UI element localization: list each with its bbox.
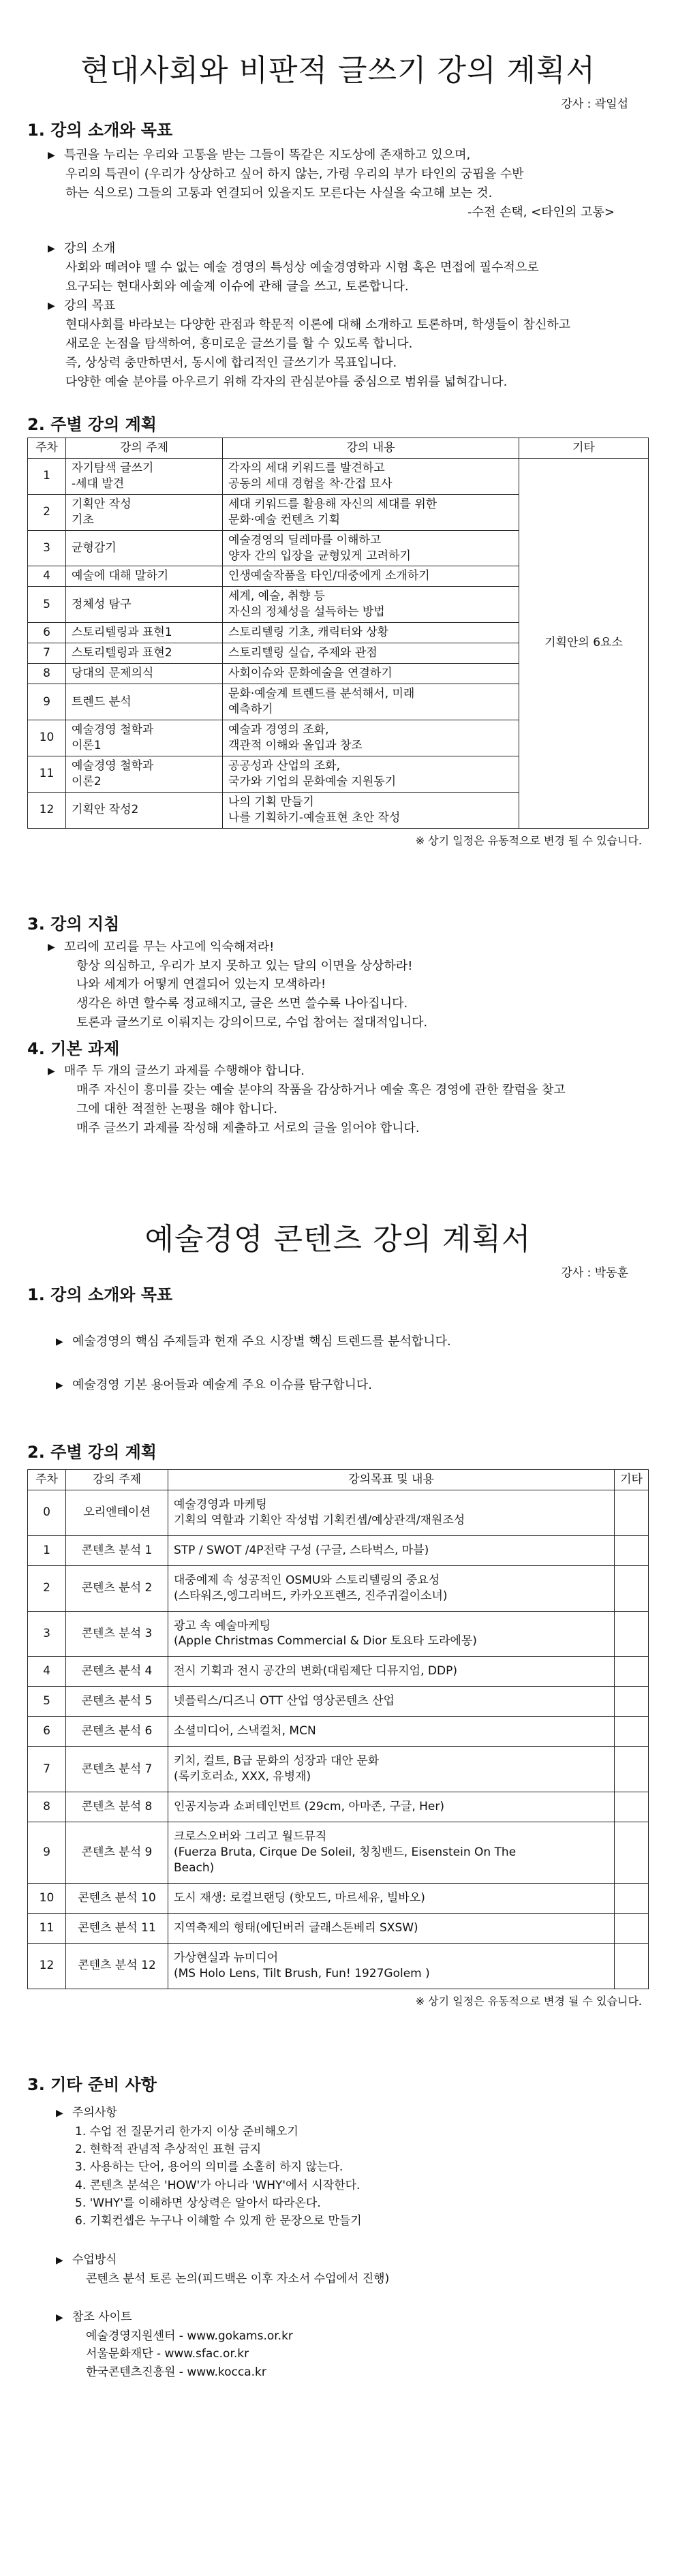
topic-cell: 기획안 작성 기초 <box>66 494 223 530</box>
doc1-lecturer: 강사 : 곽일섭 <box>561 97 628 112</box>
doc1-task-lead: 매주 두 개의 글쓰기 과제를 수행해야 합니다. <box>64 1064 305 1079</box>
week-cell: 8 <box>28 664 66 684</box>
extra-cell <box>615 1611 649 1657</box>
topic-cell: 콘텐츠 분석 12 <box>66 1943 168 1989</box>
topic-cell: 스토리텔링과 표현2 <box>66 643 223 664</box>
col-header-week: 주차 <box>28 1469 66 1490</box>
extra-cell <box>615 1822 649 1884</box>
doc1-quote-source: -수전 손택, <타인의 고통> <box>467 204 615 219</box>
doc2-method-label: 수업방식 <box>72 2252 117 2267</box>
content-cell: 넷플릭스/디즈니 OTT 산업 영상콘텐츠 산업 <box>168 1687 615 1717</box>
arrow-icon: ▶ <box>56 1379 63 1391</box>
ref-link[interactable]: 서울문화재단 - www.sfac.or.kr <box>86 2347 249 2361</box>
extra-cell <box>615 1943 649 1989</box>
content-cell: 각자의 세대 키워드를 발견하고 공동의 세대 경험을 착·간접 묘사 <box>223 458 519 494</box>
week-cell: 12 <box>28 1943 66 1989</box>
table-row <box>28 1822 649 1884</box>
extra-cell <box>615 1535 649 1565</box>
table-row <box>28 1747 649 1792</box>
week-cell: 8 <box>28 1792 66 1822</box>
col-header-week: 주차 <box>28 438 66 458</box>
doc1-task-line-0: 매주 자신이 흥미를 갖는 예술 분야의 작품을 감상하거나 예술 혹은 경영에 관한 칼럼을 찾고 <box>76 1083 566 1098</box>
week-cell: 4 <box>28 1657 66 1687</box>
topic-cell: 콘텐츠 분석 8 <box>66 1792 168 1822</box>
doc1-intro-line-0: 사회와 떼려야 뗄 수 없는 예술 경영의 특성상 예술경영학과 시험 혹은 면접에 필수적으로 <box>65 260 539 275</box>
doc1-title: 현대사회와 비판적 글쓰기 강의 계획서 <box>80 53 596 88</box>
doc1-task-line-1: 그에 대한 적절한 논평을 해야 합니다. <box>76 1102 278 1117</box>
arrow-icon: ▶ <box>56 2254 63 2266</box>
doc2-ref-label-row <box>56 2308 649 2327</box>
week-cell: 2 <box>28 1565 66 1611</box>
week-cell: 7 <box>28 643 66 664</box>
doc1-guide-line-3: 토론과 글쓰기로 이뤄지는 강의이므로, 수업 참여는 절대적입니다. <box>76 1015 428 1030</box>
topic-cell: 콘텐츠 분석 6 <box>66 1717 168 1747</box>
topic-cell: 예술경영 철학과 이론1 <box>66 720 223 756</box>
table-row <box>28 1943 649 1989</box>
topic-cell: 트렌드 분석 <box>66 684 223 720</box>
week-cell: 12 <box>28 792 66 828</box>
table-row <box>28 1717 649 1747</box>
content-cell: 나의 기획 만들기 나를 기획하기-예술표현 초안 작성 <box>223 792 519 828</box>
list-item: 5. 'WHY'를 이해하면 상상력은 알아서 따라온다. <box>75 2196 321 2210</box>
week-cell: 5 <box>28 1687 66 1717</box>
doc2-ref-label: 참조 사이트 <box>72 2310 132 2324</box>
content-cell: 예술과 경영의 조화, 객관적 이해와 올입과 창조 <box>223 720 519 756</box>
week-cell: 4 <box>28 566 66 587</box>
arrow-icon: ▶ <box>56 2107 63 2119</box>
list-item: 2. 현학적 관념적 추상적인 표현 금지 <box>75 2142 262 2156</box>
doc2-method-text: 콘텐츠 분석 토론 논의(피드백은 이후 자소서 수업에서 진행) <box>86 2271 390 2286</box>
week-cell: 3 <box>28 1611 66 1657</box>
week-cell: 11 <box>28 1913 66 1943</box>
week-cell: 11 <box>28 756 66 792</box>
week-cell: 5 <box>28 587 66 623</box>
table-row <box>28 1611 649 1657</box>
table-row <box>28 1792 649 1822</box>
arrow-icon: ▶ <box>56 2312 63 2323</box>
week-cell: 6 <box>28 623 66 643</box>
week-cell: 7 <box>28 1747 66 1792</box>
arrow-icon: ▶ <box>48 243 55 255</box>
content-cell: STP / SWOT /4P전략 구성 (구글, 스타벅스, 마블) <box>168 1535 615 1565</box>
arrow-icon: ▶ <box>56 1336 63 1347</box>
topic-cell: 오리엔테이션 <box>66 1490 168 1535</box>
content-cell: 인생예술작품을 타인/대중에게 소개하기 <box>223 566 519 587</box>
topic-cell: 당대의 문제의식 <box>66 664 223 684</box>
doc1-goal-line-2: 즉, 상상력 충만하면서, 동시에 합리적인 글쓰기가 목표입니다. <box>65 355 397 370</box>
doc1-schedule-note: ※ 상기 일정은 유동적으로 변경 될 수 있습니다. <box>415 833 642 847</box>
week-cell: 9 <box>28 1822 66 1884</box>
doc2-schedule-table <box>27 1469 649 1989</box>
doc2-lecturer: 강사 : 박동훈 <box>561 1266 628 1281</box>
extra-cell <box>615 1565 649 1611</box>
content-cell: 공공성과 산업의 조화, 국가와 기업의 문화예술 지원동기 <box>223 756 519 792</box>
content-cell: 인공지능과 쇼퍼테인먼트 (29cm, 아마존, 구글, Her) <box>168 1792 615 1822</box>
topic-cell: 자기탐색 글쓰기 -세대 발견 <box>66 458 223 494</box>
col-header-extra: 기타 <box>519 438 649 458</box>
doc2-title: 예술경영 콘텐츠 강의 계획서 <box>144 1222 532 1257</box>
doc1-section-3-heading: 3. 강의 지침 <box>27 915 120 934</box>
doc2-schedule-note: ※ 상기 일정은 유동적으로 변경 될 수 있습니다. <box>415 1994 642 2008</box>
week-cell: 6 <box>28 1717 66 1747</box>
topic-cell: 콘텐츠 분석 3 <box>66 1611 168 1657</box>
topic-cell: 예술에 대해 말하기 <box>66 566 223 587</box>
content-cell: 예술경영과 마케팅 기획의 역할과 기획안 작성법 기획컨셉/예상관객/재원조성 <box>168 1490 615 1535</box>
extra-cell: 기획안의 6요소 <box>519 458 649 828</box>
list-item: 6. 기획컨셉은 누구나 이해할 수 있게 한 문장으로 만들기 <box>75 2214 362 2228</box>
doc2-section-1-heading: 1. 강의 소개와 목표 <box>27 1285 173 1304</box>
doc2-method-label-row <box>56 2251 649 2270</box>
topic-cell: 균형감기 <box>66 530 223 566</box>
doc1-section-4-heading: 4. 기본 과제 <box>27 1039 120 1059</box>
topic-cell: 콘텐츠 분석 5 <box>66 1687 168 1717</box>
doc1-quote-line-0: 특권을 누리는 우리와 고통을 받는 그들이 똑같은 지도상에 존재하고 있으며, <box>64 147 471 162</box>
content-cell: 도시 재생: 로컬브랜딩 (핫모드, 마르세유, 빌바오) <box>168 1883 615 1913</box>
extra-cell <box>615 1687 649 1717</box>
topic-cell: 콘텐츠 분석 4 <box>66 1657 168 1687</box>
topic-cell: 예술경영 철학과 이론2 <box>66 756 223 792</box>
table-row <box>28 1883 649 1913</box>
arrow-icon: ▶ <box>48 1066 55 1077</box>
doc1-guide-lead-row <box>48 938 649 957</box>
doc1-guide-line-1: 나와 세계가 어떻게 연결되어 있는지 모색하라! <box>76 977 326 992</box>
extra-cell <box>615 1490 649 1535</box>
col-header-topic: 강의 주제 <box>66 438 223 458</box>
doc1-task-lead-row <box>48 1062 649 1081</box>
doc1-quote-line-1: 우리의 특권이 (우리가 상상하고 싶어 하지 않는, 가령 우리의 부가 타인의 궁핍을 수반 <box>65 166 524 181</box>
list-item: 3. 사용하는 단어, 용어의 의미를 소홀히 하지 않는다. <box>75 2160 343 2175</box>
ref-link[interactable]: 한국콘텐츠진흥원 - www.kocca.kr <box>86 2365 266 2379</box>
extra-cell <box>615 1717 649 1747</box>
doc2-section-2-heading: 2. 주별 강의 계획 <box>27 1442 157 1462</box>
doc1-guide-lead: 꼬리에 꼬리를 무는 사고에 익숙해져라! <box>64 939 275 954</box>
doc1-guide-line-0: 항상 의심하고, 우리가 보지 못하고 있는 달의 이면을 상상하라! <box>76 958 413 973</box>
col-header-content: 강의목표 및 내용 <box>168 1469 615 1490</box>
content-cell: 광고 속 예술마케팅 (Apple Christmas Commercial & Dior 토요타 도라에몽) <box>168 1611 615 1657</box>
doc1-goal-line-0: 현대사회를 바라보는 다양한 관점과 학문적 이론에 대해 소개하고 토론하며, 학생들이 참신하고 <box>65 318 571 333</box>
doc1-intro-line-1: 요구되는 현대사회와 예술계 이슈에 관해 글을 쓰고, 토론합니다. <box>65 279 409 294</box>
doc2-intro-item-1: 예술경영 기본 용어들과 예술계 주요 이슈를 탐구합니다. <box>72 1377 372 1392</box>
doc2-caution-list <box>75 2123 649 2230</box>
doc2-intro-item-0: 예술경영의 핵심 주제들과 현재 주요 시장별 핵심 트렌드를 분석합니다. <box>72 1334 451 1349</box>
topic-cell: 콘텐츠 분석 10 <box>66 1883 168 1913</box>
doc1-schedule-table <box>27 438 649 829</box>
content-cell: 키치, 컬트, B급 문화의 성장과 대안 문화 (록키호러쇼, XXX, 유병재) <box>168 1747 615 1792</box>
content-cell: 세계, 예술, 취향 등 자신의 정체성을 설득하는 방법 <box>223 587 519 623</box>
doc1-goal-line-1: 새로운 논점을 탐색하여, 흥미로운 글쓰기를 할 수 있도록 합니다. <box>65 337 413 352</box>
table-row <box>28 1565 649 1611</box>
doc1-intro-label: 강의 소개 <box>64 241 116 256</box>
table-header-row <box>28 1469 649 1490</box>
doc1-section-2-heading: 2. 주별 강의 계획 <box>27 414 157 434</box>
table-row <box>28 1913 649 1943</box>
list-item: 1. 수업 전 질문거리 한가지 이상 준비해오기 <box>75 2124 298 2138</box>
doc2-section-3-heading: 3. 기타 준비 사항 <box>27 2075 157 2095</box>
content-cell: 가상현실과 뉴미디어 (MS Holo Lens, Tilt Brush, Fun! 1927Golem ) <box>168 1943 615 1989</box>
content-cell: 크로스오버와 그리고 월드뮤직 (Fuerza Bruta, Cirque De Soleil, 칭칭밴드, Eisenstein On The Beach) <box>168 1822 615 1884</box>
extra-cell <box>615 1657 649 1687</box>
content-cell: 예술경영의 딜레마를 이해하고 양자 간의 입장을 균형있게 고려하기 <box>223 530 519 566</box>
extra-cell <box>615 1913 649 1943</box>
content-cell: 전시 기획과 전시 공간의 변화(대림제단 디뮤지엄, DDP) <box>168 1657 615 1687</box>
topic-cell: 정체성 탐구 <box>66 587 223 623</box>
list-item: 4. 콘텐츠 분석은 'HOW'가 아니라 'WHY'에서 시작한다. <box>75 2178 360 2192</box>
table-row <box>28 458 649 494</box>
ref-link[interactable]: 예술경영지원센터 - www.gokams.or.kr <box>86 2329 293 2343</box>
doc2-caution-label: 주의사항 <box>72 2105 117 2119</box>
table-row <box>28 1687 649 1717</box>
content-cell: 문화·예술계 트렌드를 분석해서, 미래 예측하기 <box>223 684 519 720</box>
topic-cell: 콘텐츠 분석 11 <box>66 1913 168 1943</box>
doc1-guide-line-2: 생각은 하면 할수록 정교해지고, 글은 쓰면 쓸수록 나아집니다. <box>76 996 408 1011</box>
arrow-icon: ▶ <box>48 301 55 312</box>
col-header-topic: 강의 주제 <box>66 1469 168 1490</box>
topic-cell: 기획안 작성2 <box>66 792 223 828</box>
content-cell: 지역축제의 형태(에딘버러 글래스톤베리 SXSW) <box>168 1913 615 1943</box>
doc2-intro-item-0-row <box>56 1332 649 1351</box>
doc1-section-1-heading: 1. 강의 소개와 목표 <box>27 120 173 140</box>
col-header-content: 강의 내용 <box>223 438 519 458</box>
doc1-goal-line-3: 다양한 예술 분야를 아우르기 위해 각자의 관심분야를 중심으로 범위를 넓혀갑니다. <box>65 374 508 389</box>
week-cell: 9 <box>28 684 66 720</box>
doc1-task-line-2: 매주 글쓰기 과제를 작성해 제출하고 서로의 글을 읽어야 합니다. <box>76 1121 420 1136</box>
arrow-icon: ▶ <box>48 941 55 953</box>
topic-cell: 스토리텔링과 표현1 <box>66 623 223 643</box>
content-cell: 스토리텔링 기초, 캐릭터와 상황 <box>223 623 519 643</box>
doc1-goal-label: 강의 목표 <box>64 298 116 313</box>
content-cell: 소셜미디어, 스낵컬처, MCN <box>168 1717 615 1747</box>
week-cell: 1 <box>28 458 66 494</box>
doc2-ref-list <box>86 2327 649 2381</box>
week-cell: 0 <box>28 1490 66 1535</box>
extra-cell <box>615 1792 649 1822</box>
doc1-goal-label-row <box>48 296 649 316</box>
table-row <box>28 1535 649 1565</box>
week-cell: 10 <box>28 720 66 756</box>
doc1-quote-block <box>48 146 649 165</box>
table-row <box>28 1490 649 1535</box>
doc1-quote-line-2: 하는 식으로) 그들의 고통과 연결되어 있을지도 모른다는 사실을 숙고해 보는 것. <box>65 185 493 200</box>
topic-cell: 콘텐츠 분석 9 <box>66 1822 168 1884</box>
content-cell: 대중예제 속 성공적인 OSMU와 스토리텔링의 중요성 (스타워즈,엥그리버드, 카카오프렌즈, 진주귀걸이소녀) <box>168 1565 615 1611</box>
doc1-intro-label-row <box>48 239 649 258</box>
extra-cell <box>615 1747 649 1792</box>
col-header-extra: 기타 <box>615 1469 649 1490</box>
topic-cell: 콘텐츠 분석 1 <box>66 1535 168 1565</box>
content-cell: 사회이슈와 문화예술을 연결하기 <box>223 664 519 684</box>
arrow-icon: ▶ <box>48 149 55 161</box>
table-header-row <box>28 438 649 458</box>
extra-cell <box>615 1883 649 1913</box>
doc2-intro-item-1-row <box>56 1376 649 1395</box>
table-row <box>28 1657 649 1687</box>
week-cell: 10 <box>28 1883 66 1913</box>
week-cell: 2 <box>28 494 66 530</box>
content-cell: 스토리텔링 실습, 주제와 관점 <box>223 643 519 664</box>
topic-cell: 콘텐츠 분석 7 <box>66 1747 168 1792</box>
doc2-caution-label-row <box>56 2104 649 2123</box>
content-cell: 세대 키워드를 활용해 자신의 세대를 위한 문화·예술 컨텐츠 기획 <box>223 494 519 530</box>
topic-cell: 콘텐츠 분석 2 <box>66 1565 168 1611</box>
week-cell: 1 <box>28 1535 66 1565</box>
week-cell: 3 <box>28 530 66 566</box>
